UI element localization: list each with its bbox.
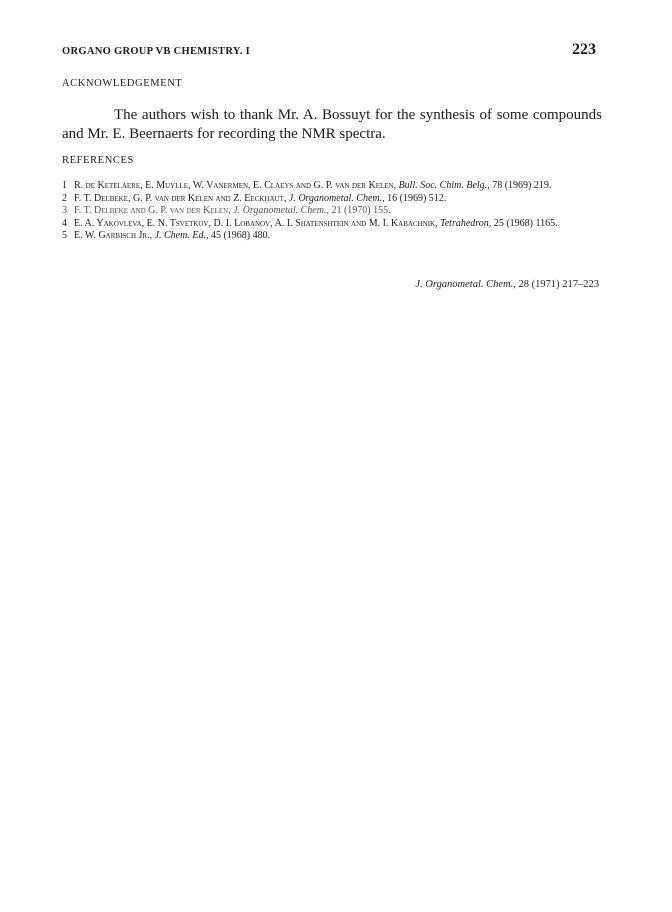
reference-details: 78 (1969) 219. [492,180,552,191]
references-heading: REFERENCES [62,155,134,166]
reference-journal: Bull. Soc. Chim. Belg., [398,180,490,191]
journal-citation-footer [415,279,599,290]
reference-number: 2 [62,192,67,204]
reference-authors: E. W. Garbisch Jr., [74,230,153,241]
reference-authors: F. T. Delbeke and G. P. van der Kelen, [74,205,231,216]
reference-item [62,230,598,243]
reference-details: 16 (1969) 512. [387,192,447,204]
reference-journal: J. Organometal. Chem., [233,205,329,216]
reference-authors: F. T. Delbeke, G. P. van der Kelen and Z. Eeckhaut, [74,192,287,204]
reference-list [62,180,598,243]
running-title: ORGANO GROUP VB CHEMISTRY. I [62,46,251,57]
footer-details: 28 (1971) 217–223 [518,279,599,290]
reference-journal: J. Organometal. Chem., [288,192,385,204]
reference-number: 1 [62,180,67,191]
reference-number: 5 [62,230,67,241]
reference-authors: E. A. Yakovleva, E. N. Tsvetkov, D. I. Lobanov, A. I. Shatenshtein and M. I. Kabachnik, [74,217,438,229]
acknowledgement-text: The authors wish to thank Mr. A. Bossuyt for the synthesis of some compounds and Mr. E. Beernaerts for recording the NMR spectra. [62,107,602,142]
reference-journal: Tetrahedron, [440,217,492,229]
page-number: 223 [572,41,596,58]
reference-item [62,218,598,231]
reference-item [62,193,598,206]
reference-journal: J. Chem. Ed., [154,230,209,241]
reference-item [62,205,598,218]
reference-authors: R. de Ketelaere, E. Muylle, W. Vanermen, E. Claeys and G. P. van der Kelen, [74,180,397,191]
acknowledgement-heading: ACKNOWLEDGEMENT [62,78,183,89]
footer-journal: J. Organometal. Chem., [415,279,516,290]
reference-number: 3 [62,205,67,216]
reference-details: 21 (1970) 155. [331,205,391,216]
reference-details: 25 (1968) 1165. [493,217,558,229]
reference-item [62,180,598,193]
reference-number: 4 [62,217,67,229]
reference-details: 45 (1968) 480. [210,230,271,241]
